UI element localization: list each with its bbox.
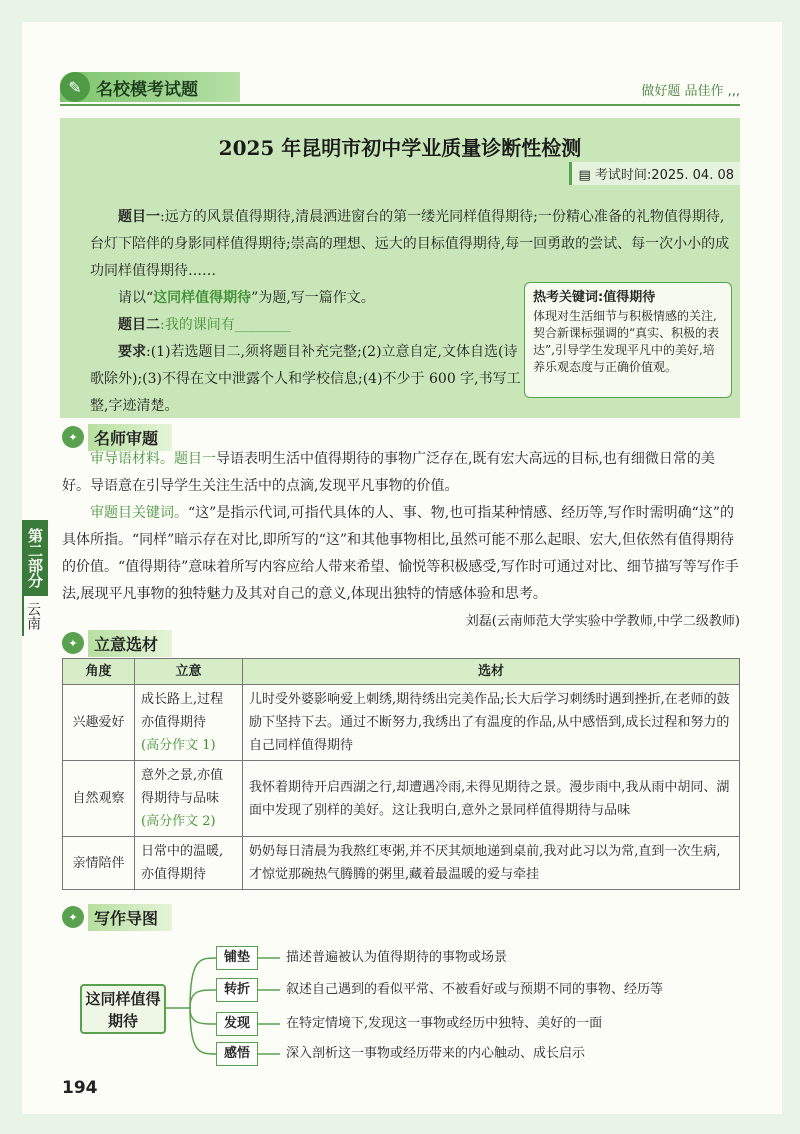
req-label: 要求 — [118, 344, 146, 360]
node-ganwu-desc: 深入剖析这一事物或经历带来的内心触动、成长启示 — [286, 1046, 586, 1061]
review-p2-text: “这”是指示代词,可指代具体的人、事、物,也可指某种情感、经历等,写作时需明确“这”的具体所指。“同样”暗示存在对比,即所写的“这”和其他事物相比,虽然可能不那么起眼、宏大,但依然有值得期待的价值。“值得期待”意味着所写内容应给人带来希望、愉悦等积极感受,写作时可通过对比、细节描写等写作手法,展现平凡事物的独特魅力及其对自己的意义,体现出独特的情感体验和思考。 — [62, 505, 739, 602]
calendar-icon: ▤ — [578, 168, 591, 183]
review-p1-label: 审导语材料。 — [90, 451, 174, 467]
review-para-1 — [62, 446, 740, 500]
row-idea-text: 意外之景,亦值得期待与品味 — [141, 768, 224, 806]
node-faxian-desc: 在特定情境下,发现这一事物或经历中独特、美好的一面 — [286, 1016, 603, 1031]
node-zhuanzhe: 转折 — [216, 978, 258, 1002]
req-text: :(1)若选题目二,须将题目补充完整;(2)立意自定,文体自选(诗歌除外);(3)不得在文中泄露个人和学校信息;(4)不少于 600 字,书写工整,字迹清楚。 — [90, 344, 521, 414]
q2-text: :我的课间有________ — [160, 317, 291, 333]
section-tag-label: 名校模考试题 — [96, 79, 198, 100]
review-p1-sub: 题目一 — [174, 451, 216, 467]
mind-map-root: 这同样值得期待 — [80, 984, 166, 1034]
requirements — [90, 339, 530, 420]
keyword-box — [524, 282, 732, 398]
keyword-title: 热考关键词:值得期待 — [533, 290, 656, 305]
row-essay-ref: (高分作文 2) — [141, 814, 216, 829]
node-ganwu: 感悟 — [216, 1042, 258, 1066]
section-tag — [60, 72, 240, 102]
row-idea — [135, 685, 243, 761]
part-label: 第二部分 — [22, 520, 48, 596]
q1-text: :远方的风景值得期待,清晨洒进窗台的第一缕光同样值得期待;一份精心准备的礼物值得期待,台灯下陪伴的身影同样值得期待;崇高的理想、远大的目标值得期待,每一回勇敢的尝试、每一次小小的成功同样值得期待…… — [90, 209, 730, 279]
section-header-bar — [60, 72, 740, 106]
table-row — [63, 685, 740, 761]
node-pudian: 铺垫 — [216, 946, 258, 970]
prompt-line — [90, 285, 530, 312]
col-material: 选材 — [243, 659, 740, 685]
review-p1-text: 导语表明生活中值得期待的事物广泛存在,既有宏大高远的目标,也有细微日常的美好。导语意在引导学生关注生活中的点滴,发现平凡事物的价值。 — [62, 451, 715, 494]
guide-heading-label: 写作导图 — [88, 904, 172, 931]
exam-date-text: 考试时间:2025. 04. 08 — [594, 168, 734, 183]
node-zhuanzhe-desc: 叙述自己遇到的看似平常、不被看好或与预期不同的事物、经历等 — [286, 982, 664, 997]
row-angle: 自然观察 — [63, 761, 135, 837]
topic-heading-label: 立意选材 — [88, 630, 172, 657]
pen-icon: ✎ — [60, 72, 90, 102]
col-angle: 角度 — [63, 659, 135, 685]
table-row — [63, 837, 740, 890]
guide-icon: ✦ — [62, 906, 84, 928]
row-essay-ref: (高分作文 1) — [141, 738, 216, 753]
row-material: 奶奶每日清晨为我熬红枣粥,并不厌其烦地递到桌前,我对此习以为常,直到一次生病,才惊觉那碗热气腾腾的粥里,藏着最温暖的爱与牵挂 — [243, 837, 740, 890]
node-pudian-desc: 描述普遍被认为值得期待的事物或场景 — [286, 950, 508, 965]
row-angle: 亲情陪伴 — [63, 837, 135, 890]
review-icon: ✦ — [62, 426, 84, 448]
row-idea — [135, 761, 243, 837]
page-number: 194 — [62, 1078, 98, 1098]
review-para-2 — [62, 500, 740, 608]
question-one — [90, 204, 730, 285]
topic-table — [62, 658, 740, 890]
question-two — [90, 312, 530, 339]
row-material: 我怀着期待开启西湖之行,却遭遇冷雨,未得见期待之景。漫步雨中,我从雨中胡同、湖面中发现了别样的美好。这让我明白,意外之景同样值得期待与品味 — [243, 761, 740, 837]
guide-heading — [62, 904, 172, 930]
node-faxian: 发现 — [216, 1012, 258, 1036]
col-idea: 立意 — [135, 659, 243, 685]
review-heading-label: 名师审题 — [88, 424, 172, 451]
review-signature: 刘磊(云南师范大学实验中学教师,中学二级教师) — [465, 614, 740, 629]
review-p2-label: 审题目关键词。 — [90, 505, 188, 521]
header-slogan: 做好题 品佳作 ,,, — [641, 84, 740, 99]
topic-heading — [62, 630, 172, 656]
prompt-title: 这同样值得期待 — [153, 290, 252, 306]
exam-date — [569, 162, 740, 185]
topic-icon: ✦ — [62, 632, 84, 654]
row-angle: 兴趣爱好 — [63, 685, 135, 761]
q1-label: 题目一 — [118, 209, 160, 225]
exam-title: 2025 年昆明市初中学业质量诊断性检测 — [218, 136, 582, 160]
prompt-pre: 请以“ — [118, 290, 154, 306]
review-section — [62, 446, 740, 635]
exam-box — [60, 118, 740, 418]
mind-map — [80, 938, 740, 1068]
keyword-text: 体现对生活细节与积极情感的关注,契合新课标强调的“真实、积极的表达”,引导学生发现平凡中的美好,培养乐观态度与正确价值观。 — [533, 309, 720, 374]
q2-label: 题目二 — [118, 317, 160, 333]
table-row — [63, 761, 740, 837]
sidebar-tab — [22, 520, 48, 636]
row-material: 儿时受外婆影响爱上刺绣,期待绣出完美作品;长大后学习刺绣时遇到挫折,在老师的鼓励下坚持下去。通过不断努力,我绣出了有温度的作品,从中感悟到,成长过程和努力的自己同样值得期待 — [243, 685, 740, 761]
prompt-post: ”为题,写一篇作文。 — [251, 290, 375, 306]
row-idea-text: 成长路上,过程亦值得期待 — [141, 692, 224, 730]
row-idea: 日常中的温暖,亦值得期待 — [135, 837, 243, 890]
table-header-row — [63, 659, 740, 685]
region-label: 云南 — [22, 596, 48, 636]
